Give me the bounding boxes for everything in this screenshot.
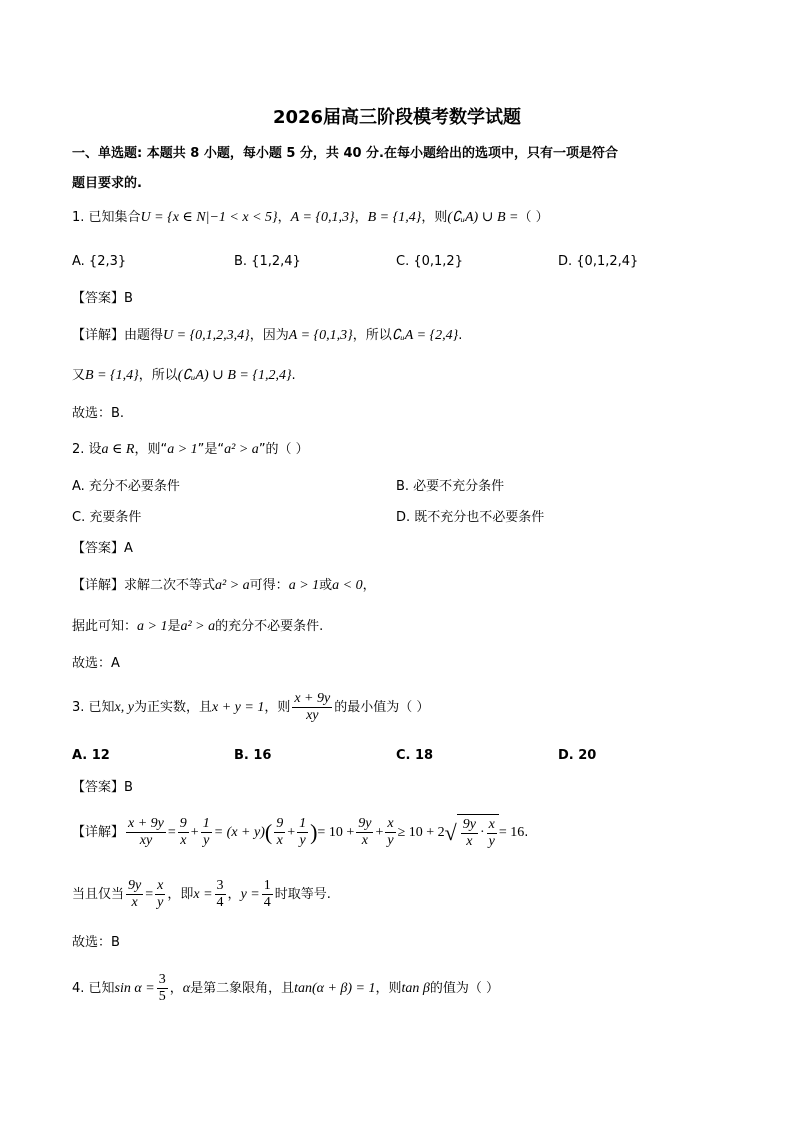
square-root: √ $\frac{9y}{x}$ · $\frac{x}{y}$ (445, 814, 499, 851)
q2-option-b: B. 必要不充分条件 (396, 479, 505, 494)
q1-answer: 【答案】B (72, 291, 133, 306)
radical-sign: √ (444, 819, 457, 845)
q1-detail-line1: 【详解】由题得U = {0,1,2,3,4}，因为A = {0,1,3}，所以∁ᵤA = {2,4}. (72, 328, 463, 343)
q1-option-a: A. {2,3} (72, 254, 127, 269)
section-header-line2: 题目要求的. (72, 176, 142, 191)
question-1-stem: 1. 已知集合U = {x ∈ N|−1 < x < 5}，A = {0,1,3}，B = {1,4}，则(∁ᵤA) ∪ B =（ ） (72, 210, 549, 225)
q2-option-a: A. 充分不必要条件 (72, 479, 180, 494)
q3-option-b: B. 16 (234, 748, 272, 763)
q1-choice: 故选：B. (72, 406, 125, 421)
set-a: A = {0,1,3} (290, 210, 355, 225)
q3-option-d: D. 20 (558, 748, 597, 763)
q1-option-b: B. {1,2,4} (234, 254, 301, 269)
set-u: U = {x ∈ N|−1 < x < 5} (140, 210, 278, 225)
question-3-stem: 3. 已知x, y为正实数，且x + y = 1，则 $\frac{x + 9y}{xy}$ 的最小值为（ ） (72, 691, 430, 723)
q2-option-c: C. 充要条件 (72, 510, 142, 525)
q3-answer: 【答案】B (72, 780, 133, 795)
set-b: B = {1,4} (367, 210, 422, 225)
question-4-stem: 4. 已知sin α = $\frac{3}{5}$ ，α是第二象限角，且tan(α + β) = 1，则tan β的值为（ ） (72, 972, 500, 1004)
q3-option-a: A. 12 (72, 748, 110, 763)
page-title: 2026届高三阶段模考数学试题 (272, 107, 522, 128)
q2-option-d: D. 既不充分也不必要条件 (396, 510, 545, 525)
question-2-stem: 2. 设a ∈ R，则“a > 1”是“a² > a”的（ ） (72, 442, 309, 457)
q3-option-c: C. 18 (396, 748, 434, 763)
fraction: $\frac{x + 9y}{xy}$ (294, 691, 331, 723)
target-expression: (∁ᵤA) ∪ B = (447, 210, 519, 225)
q2-detail-line2: 据此可知：a > 1是a² > a的充分不必要条件. (72, 619, 324, 634)
q2-detail-line1: 【详解】求解二次不等式a² > a可得：a > 1或a < 0， (72, 578, 376, 593)
left-paren: ( (264, 819, 273, 845)
q3-choice: 故选：B (72, 935, 120, 950)
q3-detail-line1: 【详解】 $\frac{x + 9y}{xy}$ = $\frac{9}{x}$ + $\frac{1}{y}$ = (x + y)( $\frac{9}{x}$ + $\frac{1}{y}$ )= 10 + $\frac{9y}{x}$ + $\frac{x}{y}$ ≥ 10 + 2 √ $\frac{9y}{x}$ · $\frac{x}{y}$ = 16. (72, 814, 528, 851)
q1-detail-line2: 又B = {1,4}，所以(∁ᵤA) ∪ B = {1,2,4}. (72, 368, 296, 383)
section-header-line1: 一、单选题: 本题共 8 小题，每小题 5 分，共 40 分.在每小题给出的选项中，只有一项是符合 (72, 146, 619, 161)
q3-detail-line2: 当且仅当 $\frac{9y}{x}$ = $\frac{x}{y}$ ，即x = $\frac{3}{4}$ ，y = $\frac{1}{4}$ 时取等号. (72, 878, 331, 910)
q1-option-d: D. {0,1,2,4} (558, 254, 639, 269)
q1-option-c: C. {0,1,2} (396, 254, 463, 269)
q2-answer: 【答案】A (72, 541, 133, 556)
q2-choice: 故选：A (72, 656, 120, 671)
right-paren: ) (310, 819, 318, 845)
